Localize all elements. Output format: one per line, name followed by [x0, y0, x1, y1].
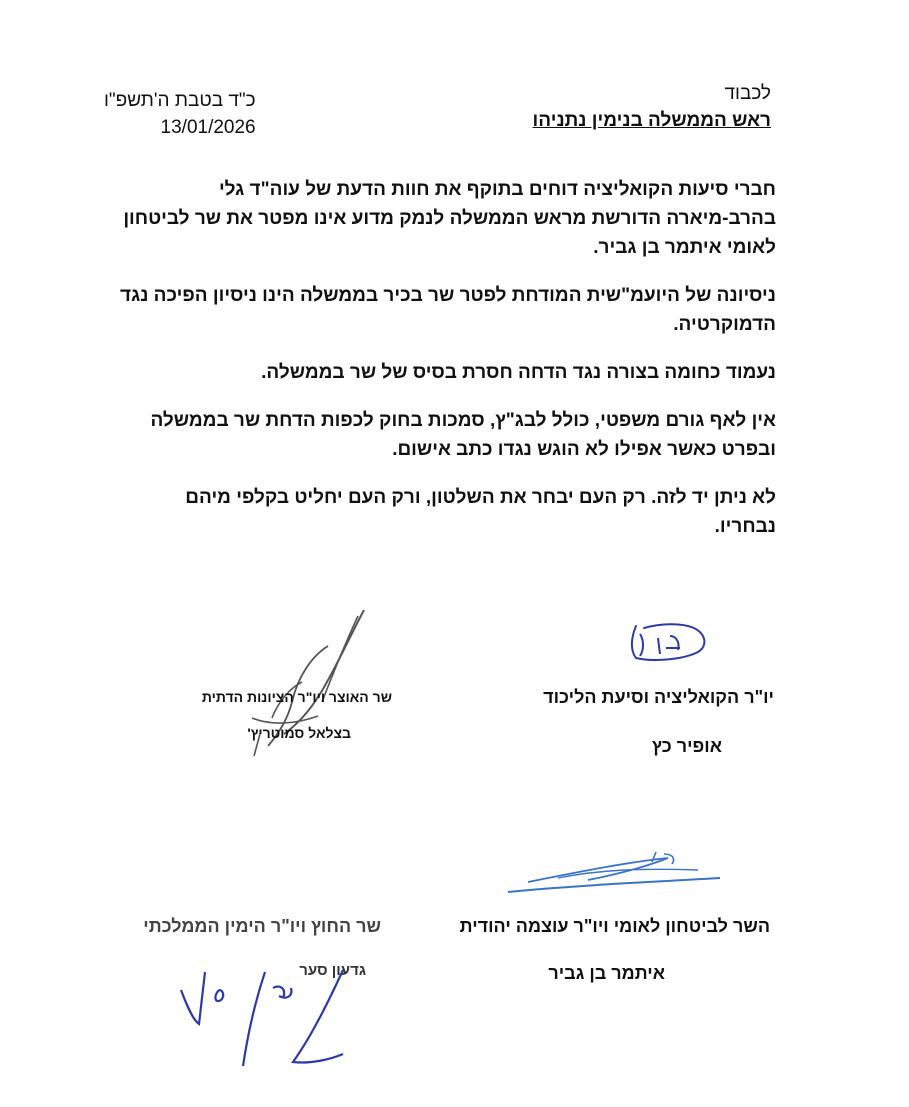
paragraph: לא ניתן יד לזה. רק העם יבחר את השלטון, ורק העם יחליט בקלפי מיהם נבחריו. — [185, 487, 776, 537]
paragraph: נעמוד כחומה בצורה נגד הדחה חסרת בסיס של שר בממשלה. — [261, 362, 776, 383]
date-gregorian: 13/01/2026 — [160, 117, 256, 138]
signature-smotrich-title: שר האוצר ויו"ר הציונות הדתית — [201, 689, 392, 705]
signature-ben-gvir-title: השר לביטחון לאומי ויו"ר עוצמה יהודית — [459, 916, 770, 936]
signature-ben-gvir-image — [498, 848, 728, 896]
signature-katz-title: יו"ר הקואליציה וסיעת הליכוד — [543, 687, 774, 707]
paragraph: אין לאף גורם משפטי, כולל לבג"ץ, סמכות בחוק לכפות הדחת שר בממשלה ובפרט כאשר אפילו לא הוגש נגדו כתב אישום. — [150, 410, 776, 460]
signature-saar-image — [175, 966, 350, 1072]
signature-saar-title: שר החוץ ויו"ר הימין הממלכתי — [143, 916, 381, 936]
paragraph: חברי סיעות הקואליציה דוחים בתוקף את חוות הדעת של עוה"ד גלי בהרב-מיארה הדורשת מראש הממשלה לנמק מדוע אינו מפטר את שר לביטחון לאומי איתמר בן גביר. — [123, 179, 776, 258]
greeting: לכבוד — [724, 83, 771, 104]
addressee-block — [533, 80, 771, 134]
date-hebrew: כ"ד בטבת ה'תשפ"ו — [104, 90, 256, 111]
addressee: ראש הממשלה בנימין נתניהו — [532, 110, 771, 131]
signature-ben-gvir-name: איתמר בן גביר — [548, 963, 665, 983]
signature-saar-name: גדעון סער — [299, 962, 366, 979]
letter-body — [120, 175, 776, 560]
signature-smotrich-name: בצלאל סמוטריץ' — [247, 725, 351, 741]
signature-katz-image — [600, 612, 720, 678]
signature-katz-name: אופיר כץ — [651, 736, 722, 756]
paragraph: ניסיונה של היועמ"שית המודחת לפטר שר בכיר בממשלה הינו ניסיון הפיכה נגד הדמוקרטיה. — [120, 285, 776, 335]
date-block — [104, 87, 256, 141]
